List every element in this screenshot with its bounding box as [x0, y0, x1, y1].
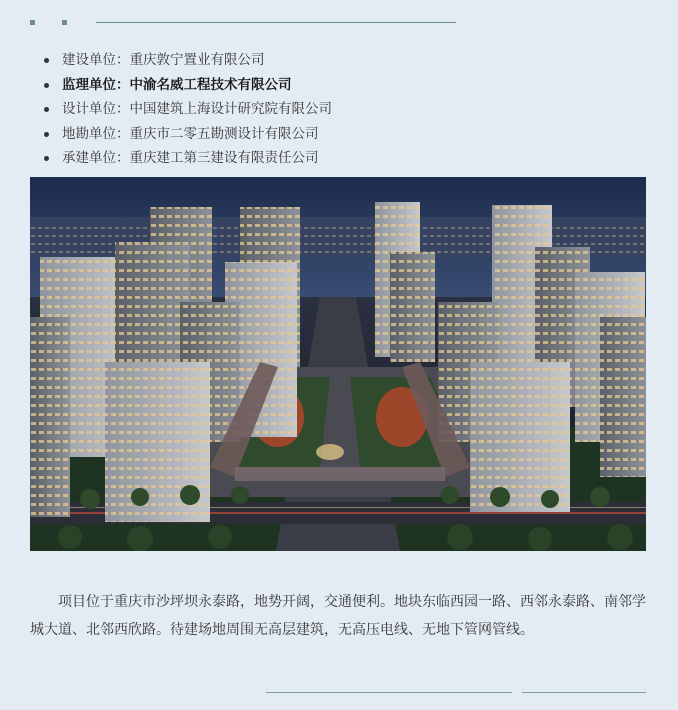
- divider-line: [96, 22, 456, 23]
- square-ornament: [30, 20, 35, 25]
- list-item: 建设单位：重庆敦宁置业有限公司: [40, 48, 332, 73]
- project-info-list: [40, 48, 332, 171]
- square-ornament: [62, 20, 67, 25]
- divider-line: [266, 692, 512, 693]
- project-description: 项目位于重庆市沙坪坝永泰路，地势开阔，交通便利。地块东临西园一路、西邻永泰路、南邻学城大道、北邻西欣路。待建场地周围无高层建筑，无高压电线、无地下管网管线。: [30, 594, 646, 638]
- divider-line: [522, 692, 646, 693]
- list-item: 承建单位：重庆建工第三建设有限责任公司: [40, 146, 332, 171]
- list-item: 监理单位：中渝名威工程技术有限公司: [40, 73, 332, 98]
- top-decoration: [30, 18, 460, 28]
- list-item: 设计单位：中国建筑上海设计研究院有限公司: [40, 97, 332, 122]
- list-item: 地勘单位：重庆市二零五勘测设计有限公司: [40, 122, 332, 147]
- project-rendering-image: [30, 177, 646, 551]
